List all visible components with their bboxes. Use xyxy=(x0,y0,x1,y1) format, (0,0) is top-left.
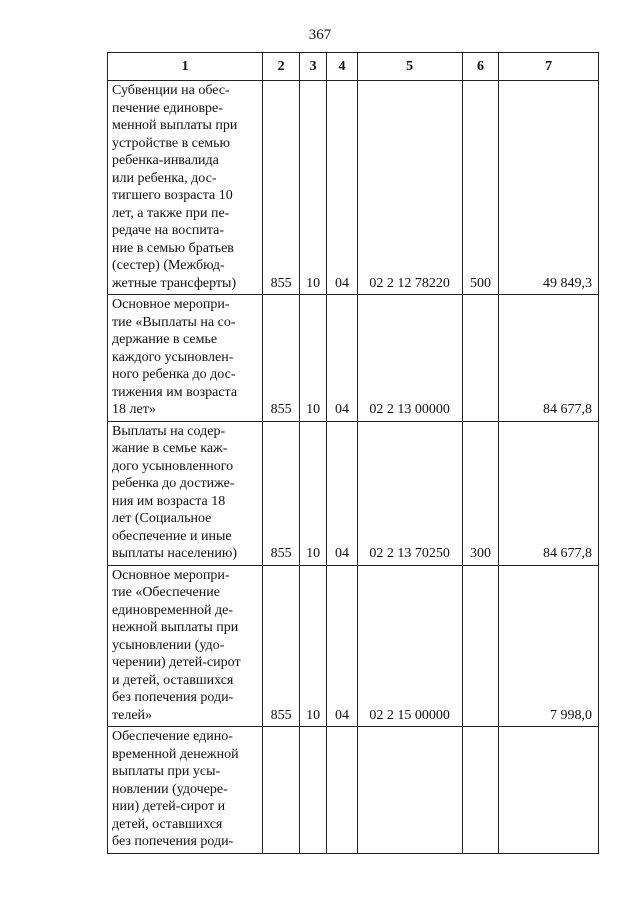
description-line: усыновлении (удо- xyxy=(112,637,225,653)
description-line: (сестер) (Межбюд- xyxy=(112,258,225,273)
header-col-2: 2 xyxy=(263,53,300,81)
description-line: ного ребенка до дос- xyxy=(112,367,236,382)
row-expense-type-code: 300 xyxy=(462,421,499,565)
table-row xyxy=(108,295,599,422)
description-line: ния им возраста 18 xyxy=(112,493,226,509)
row-target-article-code: 02 2 13 70250 xyxy=(357,421,462,565)
row-subsection-code: 04 xyxy=(327,81,357,295)
table-row xyxy=(108,81,599,295)
description-line: лет, а также при пе- xyxy=(112,205,230,221)
description-line: выплаты населению) xyxy=(112,546,237,561)
description-line: детей, оставшихся xyxy=(112,816,223,832)
row-amount: 84 677,8 xyxy=(499,295,599,422)
description-line: Основное меропри- xyxy=(112,297,230,312)
description-line: и детей, оставшихся xyxy=(112,672,234,688)
row-chapter-code: 855 xyxy=(263,565,300,727)
header-col-7: 7 xyxy=(499,53,599,81)
header-col-6: 6 xyxy=(462,53,499,81)
row-amount: 7 998,0 xyxy=(499,565,599,727)
row-target-article-code: 02 2 15 00000 xyxy=(357,565,462,727)
row-chapter-code: 855 xyxy=(263,421,300,565)
description-line: редаче на воспита- xyxy=(112,223,224,238)
description-line: выплаты при усы- xyxy=(112,764,221,779)
description-line: обеспечение и иные xyxy=(112,528,232,544)
description-line: каждого усыновлен- xyxy=(112,349,234,365)
row-amount: 84 677,8 xyxy=(499,421,599,565)
description-line: или ребенка, дос- xyxy=(112,170,217,186)
row-target-article-code xyxy=(357,727,462,854)
row-expense-type-code xyxy=(462,727,499,854)
budget-table xyxy=(107,52,599,854)
page-number: 367 xyxy=(308,27,332,43)
row-chapter-code xyxy=(263,727,300,854)
row-expense-type-code xyxy=(462,295,499,422)
description-line: нежной выплаты при xyxy=(112,620,239,635)
table-row xyxy=(108,727,599,854)
row-target-article-code: 02 2 12 78220 xyxy=(357,81,462,295)
description-line: тие «Обеспечение xyxy=(112,585,220,600)
row-subsection-code: 04 xyxy=(327,421,357,565)
row-amount: 49 849,3 xyxy=(499,81,599,295)
description-line: печение единовре- xyxy=(112,100,223,116)
description-line: держание в семье xyxy=(112,332,218,347)
row-subsection-code: 04 xyxy=(327,295,357,422)
description-line: нии) детей-сирот и xyxy=(112,799,226,814)
row-expense-type-code xyxy=(462,565,499,727)
table-row xyxy=(108,421,599,565)
header-col-3: 3 xyxy=(299,53,326,81)
row-section-code: 10 xyxy=(299,421,326,565)
header-col-1: 1 xyxy=(108,53,263,81)
header-row xyxy=(108,53,599,81)
row-subsection-code: 04 xyxy=(327,565,357,727)
description-line: лет (Социальное xyxy=(112,511,212,526)
header-col-4: 4 xyxy=(327,53,357,81)
description-line: жетные трансферты) xyxy=(112,275,237,291)
header-col-5: 5 xyxy=(357,53,462,81)
description-line: ребенка-инвалида xyxy=(112,153,219,168)
description-line: Выплаты на содер- xyxy=(112,423,226,439)
row-expense-type-code: 500 xyxy=(462,81,499,295)
description-line: жание в семье каж- xyxy=(112,441,228,456)
description-line: устройстве в семью xyxy=(112,135,230,151)
table-row xyxy=(108,565,599,727)
description-line: Основное меропри- xyxy=(112,567,230,583)
row-description xyxy=(108,421,263,565)
row-target-article-code: 02 2 13 00000 xyxy=(357,295,462,422)
row-description xyxy=(108,81,263,295)
row-description xyxy=(108,727,263,854)
description-line: тижения им возраста xyxy=(112,384,238,400)
description-line: 18 лет» xyxy=(112,402,156,417)
row-description xyxy=(108,295,263,422)
row-section-code xyxy=(299,727,326,854)
row-section-code: 10 xyxy=(299,81,326,295)
description-line: без попечения роди- xyxy=(112,690,234,705)
description-line: черении) детей-сирот xyxy=(112,655,241,670)
row-chapter-code: 855 xyxy=(263,81,300,295)
row-subsection-code xyxy=(327,727,357,854)
description-line: единовременной де- xyxy=(112,602,234,618)
row-amount xyxy=(499,727,599,854)
description-line: телей» xyxy=(112,707,153,723)
description-line: без попечения роди- xyxy=(112,834,234,849)
row-chapter-code: 855 xyxy=(263,295,300,422)
description-line: ние в семью братьев xyxy=(112,240,234,256)
row-section-code: 10 xyxy=(299,565,326,727)
description-line: Субвенции на обес- xyxy=(112,83,230,98)
description-line: менной выплаты при xyxy=(112,118,238,133)
description-line: дого усыновленного xyxy=(112,458,234,474)
description-line: тие «Выплаты на со- xyxy=(112,314,236,330)
row-description xyxy=(108,565,263,727)
description-line: ребенка до достиже- xyxy=(112,476,235,491)
row-section-code: 10 xyxy=(299,295,326,422)
description-line: тигшего возраста 10 xyxy=(112,188,233,203)
description-line: новлении (удочере- xyxy=(112,781,228,797)
description-line: Обеспечение едино- xyxy=(112,729,233,744)
description-line: временной денежной xyxy=(112,746,239,762)
